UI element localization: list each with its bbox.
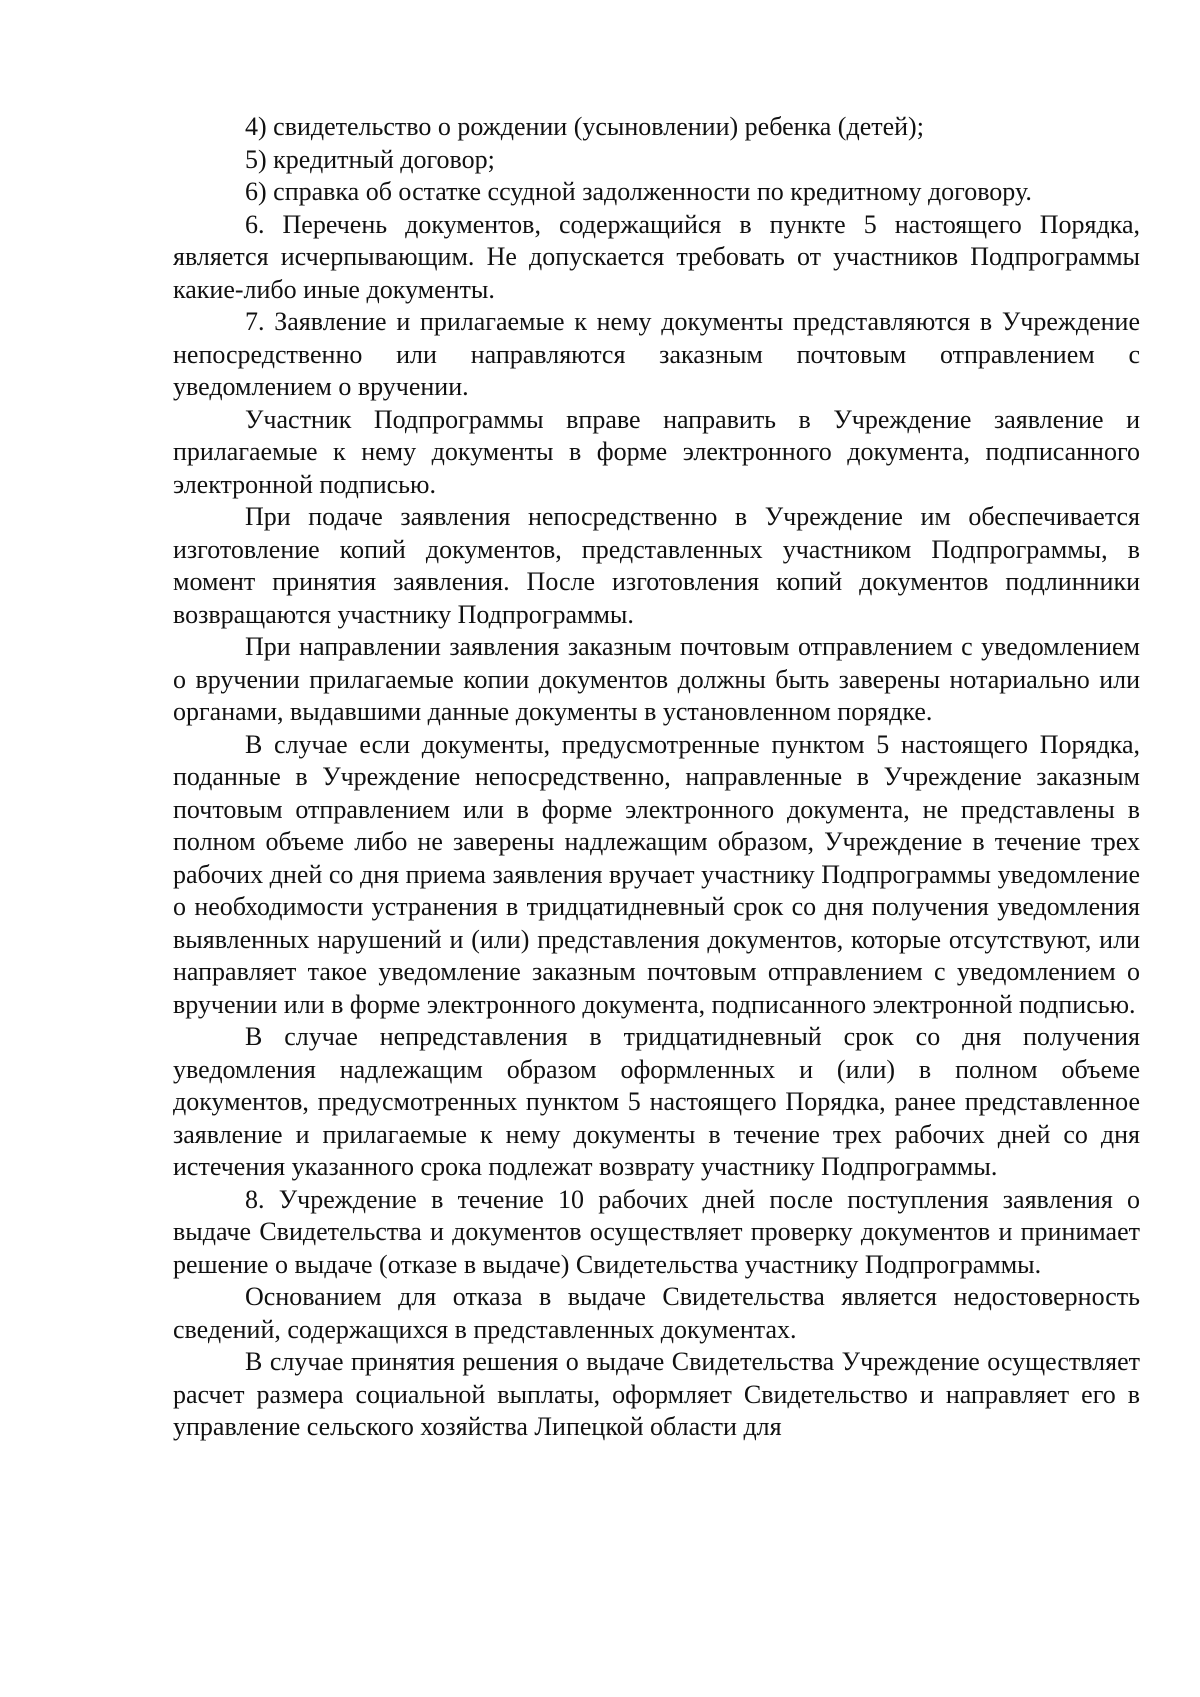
list-item-credit-agreement: 5) кредитный договор;	[245, 144, 495, 174]
clause-8: 8. Учреждение в течение 10 рабочих дней после поступления заявления о выдаче Свидетельства и документов осуществляет проверку документов и принимает решение о выдаче (отказе в выдаче) Свидетельства участнику Подпрограммы.	[173, 1184, 1140, 1279]
paragraph-direct-submission: При подаче заявления непосредственно в Учреждение им обеспечивается изготовление копий документов, представленных участником Подпрограммы, в момент принятия заявления. После изготовления копий документов подлинники возвращаются участнику Подпрограммы.	[173, 502, 1140, 629]
paragraph-return-documents: В случае непредставления в тридцатидневный срок со дня получения уведомления надлежащим образом оформленных и (или) в полном объеме документов, предусмотренных пунктом 5 настоящего Порядка, ранее представленное заявление и прилагаемые к нему документы в течение трех рабочих дней со дня истечения указанного срока подлежат возврату участнику Подпрограммы.	[173, 1022, 1140, 1181]
clause-7: 7. Заявление и прилагаемые к нему документы представляются в Учреждение непосредственно или направляются заказным почтовым отправлением с уведомлением о вручении.	[173, 307, 1140, 401]
document-body	[173, 111, 1140, 1444]
paragraph-refusal-grounds: Основанием для отказа в выдаче Свидетельства является недостоверность сведений, содержащихся в представленных документах.	[173, 1282, 1140, 1344]
paragraph-electronic-submission: Участник Подпрограммы вправе направить в Учреждение заявление и прилагаемые к нему документы в форме электронного документа, подписанного электронной подписью.	[173, 404, 1140, 499]
paragraph-incomplete-documents: В случае если документы, предусмотренные пунктом 5 настоящего Порядка, поданные в Учреждение непосредственно, направленные в Учреждение заказным почтовым отправлением или в форме электронного документа, не представлены в полном объеме либо не заверены надлежащим образом, Учреждение в течение трех рабочих дней со дня приема заявления вручает участнику Подпрограммы уведомление о необходимости устранения в тридцатидневный срок со дня получения уведомления выявленных нарушений и (или) представления документов, которые отсутствуют, или направляет такое уведомление заказным почтовым отправлением с уведомлением о вручении или в форме электронного документа, подписанного электронной подписью.	[173, 729, 1140, 1019]
paragraph-postal-submission: При направлении заявления заказным почтовым отправлением с уведомлением о вручении прилагаемые копии документов должны быть заверены нотариально или органами, выдавшими данные документы в установленном порядке.	[173, 632, 1140, 726]
list-item-loan-balance: 6) справка об остатке ссудной задолженности по кредитному договору.	[245, 177, 1032, 206]
paragraph-issuance-decision: В случае принятия решения о выдаче Свидетельства Учреждение осуществляет расчет размера социальной выплаты, оформляет Свидетельство и направляет его в управление сельского хозяйства Липецкой области для	[173, 1347, 1140, 1441]
clause-6: 6. Перечень документов, содержащийся в пункте 5 настоящего Порядка, является исчерпывающим. Не допускается требовать от участников Подпрограммы какие-либо иные документы.	[173, 209, 1140, 304]
list-item-birth-certificate: 4) свидетельство о рождении (усыновлении) ребенка (детей);	[245, 112, 924, 141]
